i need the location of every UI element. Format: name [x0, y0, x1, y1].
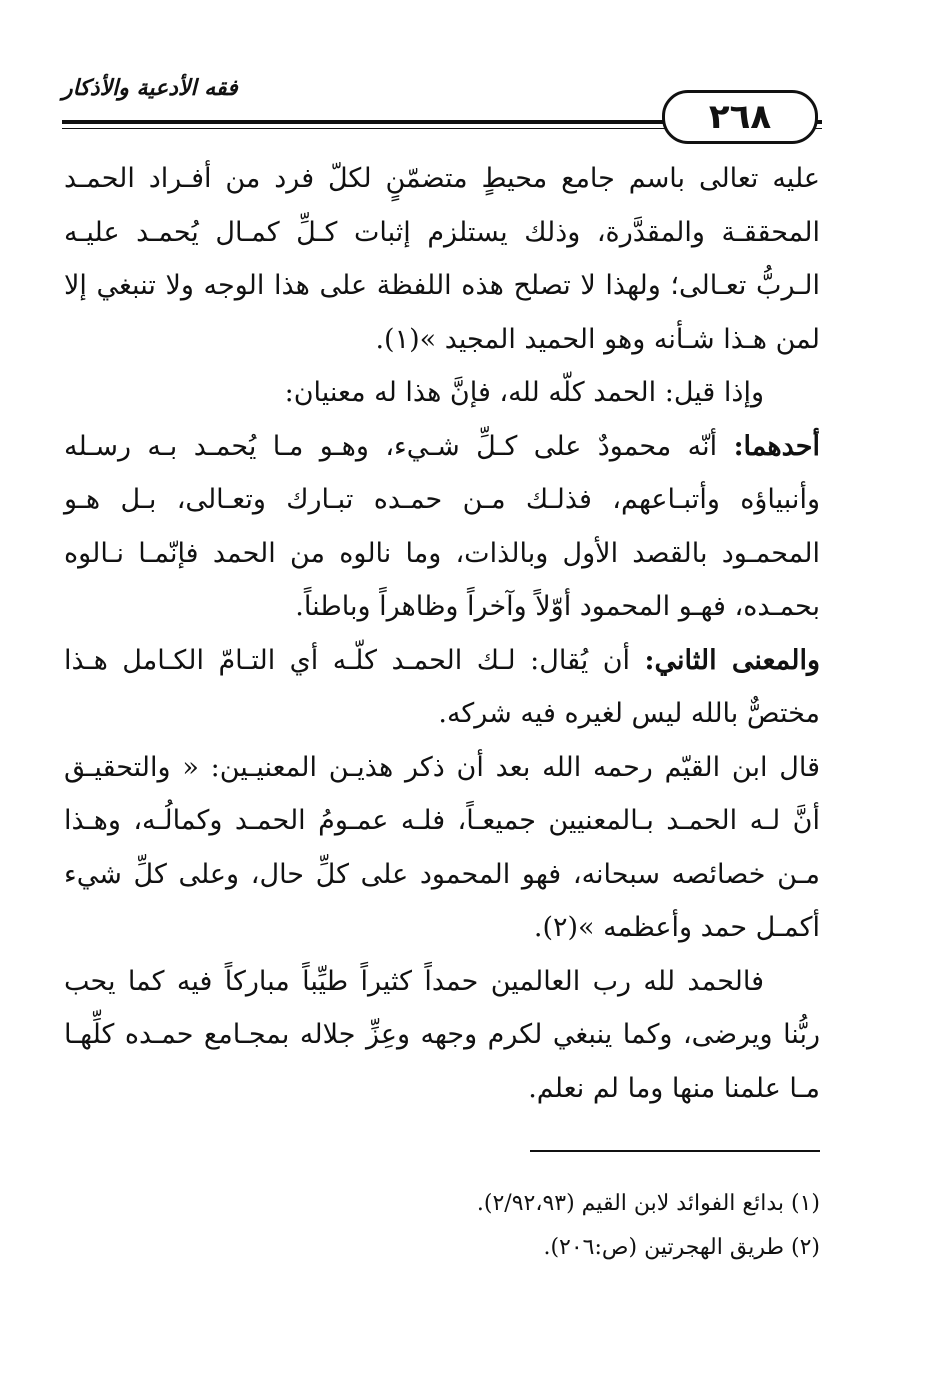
paragraph-4: [64, 634, 820, 741]
label-second: والمعنى الثاني:: [644, 644, 820, 676]
paragraph-4-text: أن يُقال: لـك الحمـد كلّـه أي التـامّ الكـامل هـذا مختصٌّ بالله ليس لغيره فيه شركه.: [64, 644, 820, 729]
page-number: ٢٦٨: [662, 90, 818, 144]
paragraph-1: عليه تعالى باسم جامع محيطٍ متضمّنٍ لكلّ فرد من أفـراد الحمـد المحققـة والمقدَّرة، وذلك يستلزم إثبات كـلِّ كمـال يُحمـد عليـه الـربُّ تعـالى؛ ولهذا لا تصلح هذه اللفظة على هذا الوجه ولا تنبغي إلا لمن هـذا شـأنه وهو الحميد المجيد »(١).: [64, 163, 820, 355]
page-header: [62, 62, 822, 142]
body-text: [64, 152, 820, 1115]
paragraph-6: فالحمد لله رب العالمين حمداً كثيراً طيِّباً مباركاً فيه كما يحب ربُّنا ويرضى، وكما ينبغي لكرم وجهه وعِزِّ جلاله بمجـامع حمـده كلِّهـا مـا علمنا منها وما لم نعلم.: [64, 965, 820, 1104]
footnote-2: (٢) طريق الهجرتين (ص:٢٠٦).: [543, 1235, 820, 1260]
footnote-1: (١) بدائع الفوائد لابن القيم (٢/٩٢،٩٣).: [476, 1191, 820, 1216]
paragraph-2: وإذا قيل: الحمد كلّه لله، فإنَّ هذا له معنيان:: [284, 377, 764, 408]
footnotes: [64, 1182, 820, 1270]
running-title: فقه الأدعية والأذكار: [62, 76, 238, 101]
paragraph-3-text: أنّه محمودٌ على كـلِّ شـيء، وهـو مـا يُحمـد بـه رسـله وأنبياؤه وأتبـاعهم، فذلـك مـن حمـده تبـارك وتعـالى، بـل هـو المحمـود بالقصد الأول وبالذات، وما نالوه من الحمد فإنّمـا نـالوه بحمـده، فهـو المحمود أوّلاً وآخراً وظاهراً وباطناً.: [64, 430, 820, 622]
paragraph-3: [64, 420, 820, 634]
paragraph-5: قال ابن القيّم رحمه الله بعد أن ذكر هذيـن المعنيـين: « والتحقيـق أنَّ لـه الحمـد بـالمعنيين جميعـاً، فلـه عمـومُ الحمـد وكمالُـه، وهـذا مـن خصائصه سبحانه، فهو المحمود على كلِّ حال، وعلى كلِّ شيء أكمـل حمد وأعظمه »(٢).: [64, 751, 820, 943]
footnote-separator: [530, 1150, 820, 1152]
label-first: أحدهما:: [733, 430, 820, 462]
